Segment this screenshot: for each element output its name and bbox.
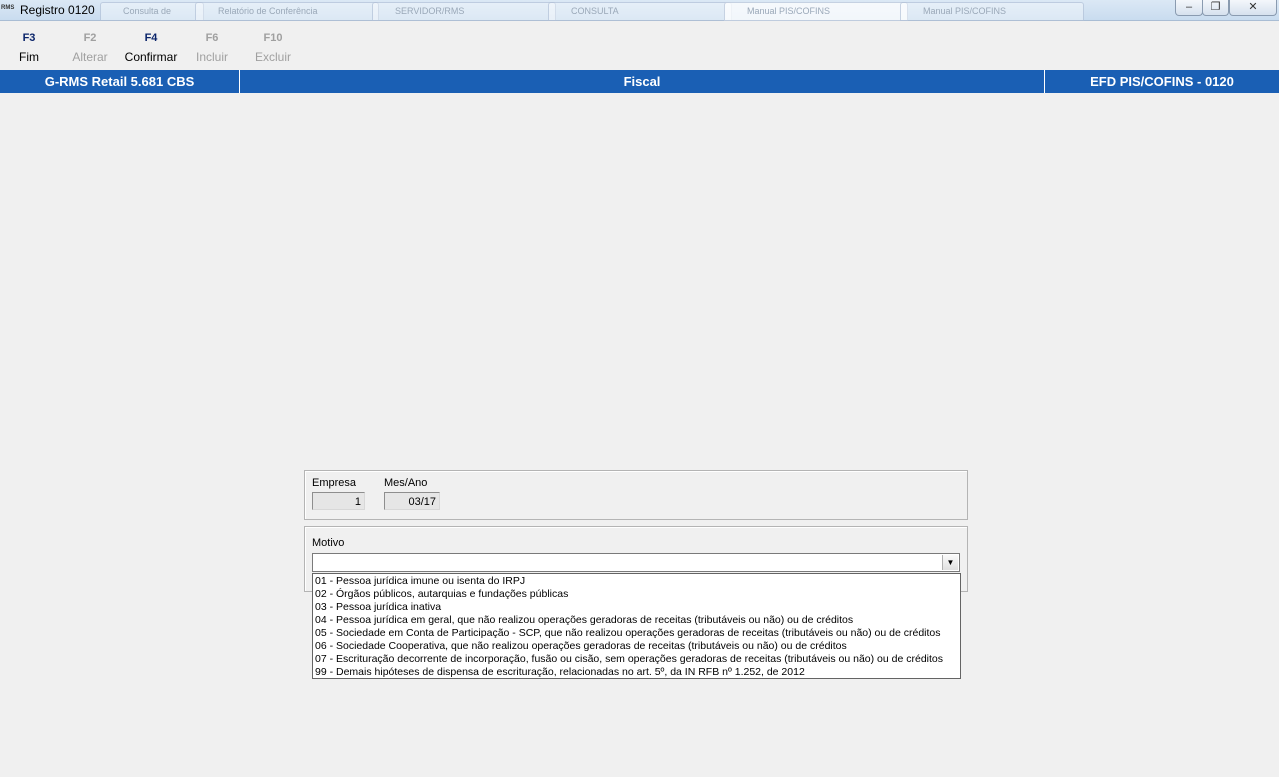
minimize-button[interactable] [1175,0,1203,16]
minimize-icon: – [1185,1,1193,13]
close-icon: ✕ [1248,1,1258,13]
module-name: Fiscal [623,74,661,89]
background-tab[interactable]: Manual PIS/COFINS [724,2,908,21]
fkey-caption: Confirmar [124,50,178,64]
fkey-caption: Incluir [195,50,228,64]
background-tab[interactable]: SERVIDOR/RMS [372,2,556,21]
motivo-options-list [312,573,961,679]
incluir-button[interactable] [182,31,242,64]
motivo-option[interactable]: 02 - Órgãos públicos, autarquias e fundações públicas [315,588,569,600]
motivo-option[interactable]: 04 - Pessoa jurídica em geral, que não realizou operações geradoras de receitas (tributáveis ou não) ou de créditos [315,614,854,626]
background-tab[interactable]: Consulta de [100,2,204,21]
motivo-option[interactable]: 99 - Demais hipóteses de dispensa de escrituração, relacionadas no art. 5º, da IN RFB nº 1.252, de 2012 [315,666,805,678]
excluir-button[interactable] [243,31,303,64]
fkey-label: F3 [22,32,36,44]
confirmar-button[interactable] [121,31,181,64]
close-button[interactable] [1229,0,1277,16]
empresa-field: 1 [312,492,365,510]
fim-button[interactable] [0,31,59,64]
motivo-select[interactable] [312,553,960,572]
screen-name: EFD PIS/COFINS - 0120 [1090,74,1234,89]
fkey-caption: Alterar [72,50,108,64]
motivo-label: Motivo [312,537,345,549]
app-logo-icon: RMS [1,5,15,11]
restore-icon: ❐ [1210,1,1221,13]
fkey-label: F2 [83,32,97,44]
fkey-label: F10 [263,32,283,44]
fkey-caption: Excluir [254,50,291,64]
background-tab[interactable]: Relatório de Conferência [195,2,379,21]
window-title: Registro 0120 [20,3,95,17]
motivo-option[interactable]: 07 - Escrituração decorrente de incorporação, fusão ou cisão, sem operações geradoras de receitas (tributáveis ou não) ou de créditos [315,653,944,665]
motivo-option[interactable]: 05 - Sociedade em Conta de Participação - SCP, que não realizou operações geradoras de receitas (tributáveis ou não) ou de créditos [315,627,941,639]
restore-button[interactable] [1202,0,1229,16]
mes-ano-field: 03/17 [384,492,440,510]
alterar-button[interactable] [60,31,120,64]
background-tab[interactable]: Manual PIS/COFINS [900,2,1084,21]
mes-ano-label: Mes/Ano [384,477,428,489]
motivo-option[interactable]: 01 - Pessoa jurídica imune ou isenta do IRPJ [315,575,526,587]
empresa-label: Empresa [312,477,357,489]
module-header-bar [0,70,1279,93]
fkey-label: F6 [205,32,219,44]
chevron-down-icon: ▼ [946,558,955,567]
dropdown-button[interactable] [942,555,958,570]
app-version-label: G-RMS Retail 5.681 CBS [44,74,195,89]
motivo-option[interactable]: 06 - Sociedade Cooperativa, que não realizou operações geradoras de receitas (tributáveis ou não) ou de créditos [315,640,847,652]
background-tab[interactable]: CONSULTA [548,2,732,21]
motivo-option[interactable]: 03 - Pessoa jurídica inativa [315,601,442,613]
window-title-bar [0,0,1279,21]
fkey-label: F4 [144,32,158,44]
fkey-caption: Fim [19,50,39,64]
